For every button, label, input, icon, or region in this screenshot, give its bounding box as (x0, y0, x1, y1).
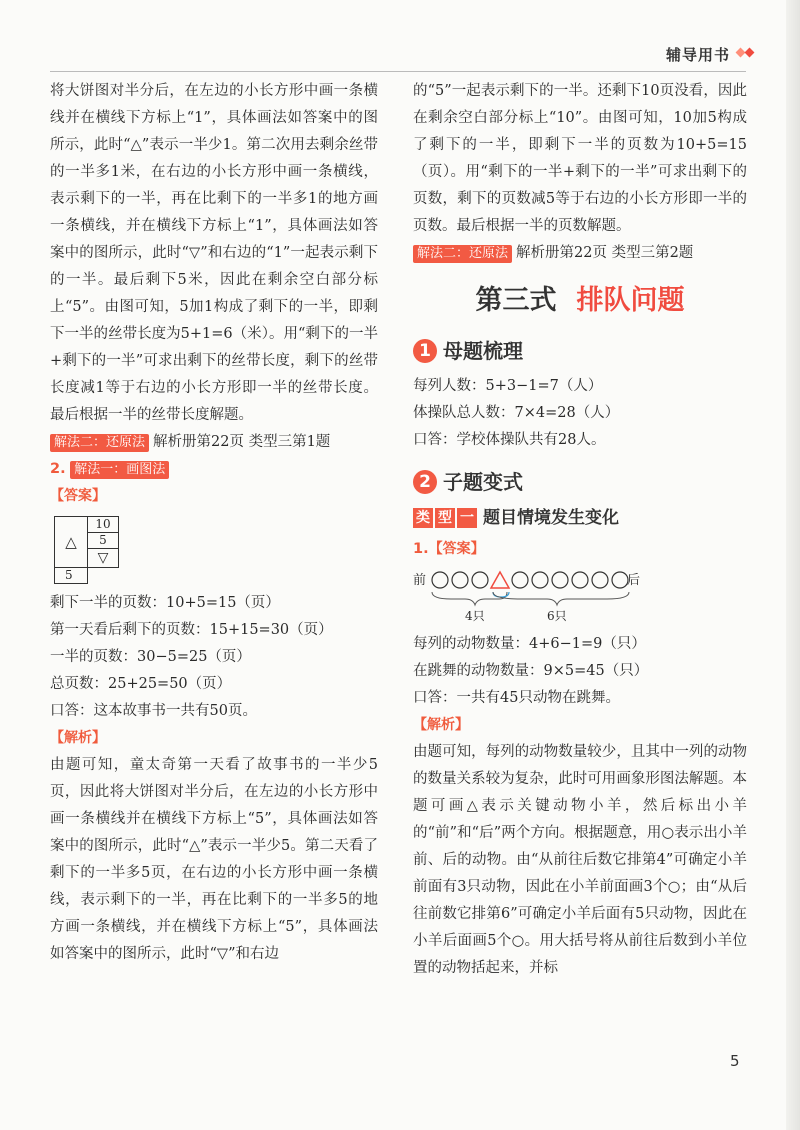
method2-line (50, 429, 378, 456)
answer-line: 体操队总人数：7×4=28（人） (413, 405, 620, 421)
answer-line: 剩下一半的页数：10+5=15（页） (50, 595, 280, 611)
animal-circle-icon (592, 572, 608, 588)
question-number: 1. (413, 541, 429, 557)
animal-circle-icon (552, 572, 568, 588)
type-char-box: 一 (457, 508, 477, 528)
page-edge (786, 0, 800, 1130)
right-count-label: 6只 (547, 609, 567, 623)
type-heading (413, 504, 747, 532)
method-ref: 解析册第22页 类型三第1题 (153, 434, 331, 450)
answer-label: 【答案】 (50, 488, 106, 504)
method-tag: 解法二：还原法 (413, 245, 512, 263)
front-label: 前 (413, 573, 427, 588)
question-number: 2. (50, 461, 66, 477)
q2-heading (50, 456, 378, 483)
right-column (413, 78, 747, 982)
type-char-box: 类 (413, 508, 433, 528)
answer-line: 口答：这本故事书一共有50页。 (50, 703, 257, 719)
five-left-cell: 5 (55, 568, 88, 584)
answer-line: 口答：一共有45只动物在跳舞。 (413, 690, 620, 706)
subheading-variant (413, 466, 747, 498)
number-circle-icon: 2 (413, 470, 437, 494)
pie-rectangle-diagram (54, 516, 119, 584)
animal-circle-icon (612, 572, 628, 588)
animal-circle-icon (432, 572, 448, 588)
type-char-box: 型 (435, 508, 455, 528)
intro-paragraph: 将大饼图对半分后，在左边的小长方形中画一条横线并在横线下方标上“1”，具体画法如答案中的图所示，此时“△”表示一半少1。第二次用去剩余丝带的一半多1米，在右边的小长方形中画一条横线，表示剩下的一半，再在比剩下的一半多1的地方画一条横线，并在横线下方标上“1”，具体画法如答案中的图所示，此时“▽”和右边的“1”一起表示剩下的一半。最后剩下5米，因此在剩余空白部分标上“5”。由图可知，5加1构成了剩下的一半，即剩下一半的丝带长度为5+1=6（米）。用“剩下的一半+剩下的一半”可求出剩下的丝带长度，剩下的丝带长度减1等于右边的小长方形即一半的丝带长度。最后根据一半的丝带长度解题。 (50, 83, 378, 423)
analysis-label: 【解析】 (413, 717, 469, 733)
animal-circle-icon (472, 572, 488, 588)
animal-circle-icon (572, 572, 588, 588)
nabla-cell: ▽ (88, 549, 119, 568)
answer-line: 口答：学校体操队共有28人。 (413, 432, 606, 448)
brace-lines (431, 591, 641, 607)
number-circle-icon: 1 (413, 339, 437, 363)
subheading-title: 母题梳理 (443, 339, 523, 363)
triangle-cell: △ (55, 517, 88, 568)
section-title-part1: 第三式 (475, 285, 557, 316)
queue-shapes (431, 569, 641, 591)
subheading-mother-problem (413, 335, 747, 367)
answer-line: 一半的页数：30−5=25（页） (50, 649, 251, 665)
answer-line: 每列的动物数量：4+6−1=9（只） (413, 636, 646, 652)
subheading-title: 子题变式 (443, 470, 523, 494)
animal-circle-icon (452, 572, 468, 588)
page-number: 5 (730, 1052, 740, 1070)
queue-diagram (413, 567, 747, 625)
section-title (413, 281, 747, 321)
five-right-cell: 5 (88, 533, 119, 549)
ten-cell: 10 (88, 517, 119, 533)
method-tag: 解法一：画图法 (70, 461, 169, 479)
method-tag: 解法二：还原法 (50, 434, 149, 452)
left-count-label: 4只 (465, 609, 485, 623)
continued-paragraph: 的“5”一起表示剩下的一半。还剩下10页没看，因此在剩余空白部分标上“10”。由图可知，10加5构成了剩下的一半，即剩下一半的页数为10+5=15（页）。用“剩下的一半+剩下的一半”可求出剩下的页数，剩下的页数减5等于右边的小长方形即一半的页数。最后根据一半的页数解题。 (413, 83, 747, 234)
back-label: 后 (627, 573, 641, 588)
animal-circle-icon (532, 572, 548, 588)
analysis-paragraph: 由题可知，童太奇第一天看了故事书的一半少5页，因此将大饼图对半分后，在左边的小长方形中画一条横线并在横线下方标上“5”，具体画法如答案中的图所示，此时“△”表示一半少5。第二天看了剩下的一半多5页，在右边的小长方形中画一条横线，表示剩下的一半，再在比剩下的一半多5的地方画一条横线，并在横线下方标上“5”，具体画法如答案中的图所示，此时“▽”和右边 (50, 757, 378, 962)
header-label: 辅导用书 (665, 46, 730, 64)
header-divider (50, 71, 746, 72)
answer-line: 总页数：25+25=50（页） (50, 676, 232, 692)
q1-heading (413, 536, 747, 563)
answer-line: 在跳舞的动物数量：9×5=45（只） (413, 663, 649, 679)
section-title-part2: 排队问题 (576, 285, 685, 316)
answer-label: 【答案】 (428, 541, 485, 557)
sheep-triangle-icon (491, 572, 509, 588)
left-column (50, 78, 378, 968)
header-diamond-icon (745, 48, 755, 58)
type-title: 题目情境发生变化 (483, 508, 619, 528)
method-ref: 解析册第22页 类型三第2题 (516, 245, 694, 261)
method2-line (413, 240, 747, 267)
analysis-label: 【解析】 (50, 730, 106, 746)
animal-circle-icon (512, 572, 528, 588)
answer-line: 每列人数：5+3−1=7（人） (413, 378, 603, 394)
analysis-paragraph: 由题可知，每列的动物数量较少，且其中一列的动物的数量关系较为复杂，此时可用画象形图法解题。本题可画△表示关键动物小羊，然后标出小羊的“前”和“后”两个方向。根据题意，用○表示出小羊前、后的动物。由“从前往后数它排第4”可确定小羊前面有3只动物，因此在小羊前面画3个○；由“从后往前数它排第6”可确定小羊后面有5只动物，因此在小羊后面画5个○。用大括号将从前往后数到小羊位置的动物括起来，并标 (413, 744, 747, 976)
answer-line: 第一天看后剩下的页数：15+15=30（页） (50, 622, 333, 638)
